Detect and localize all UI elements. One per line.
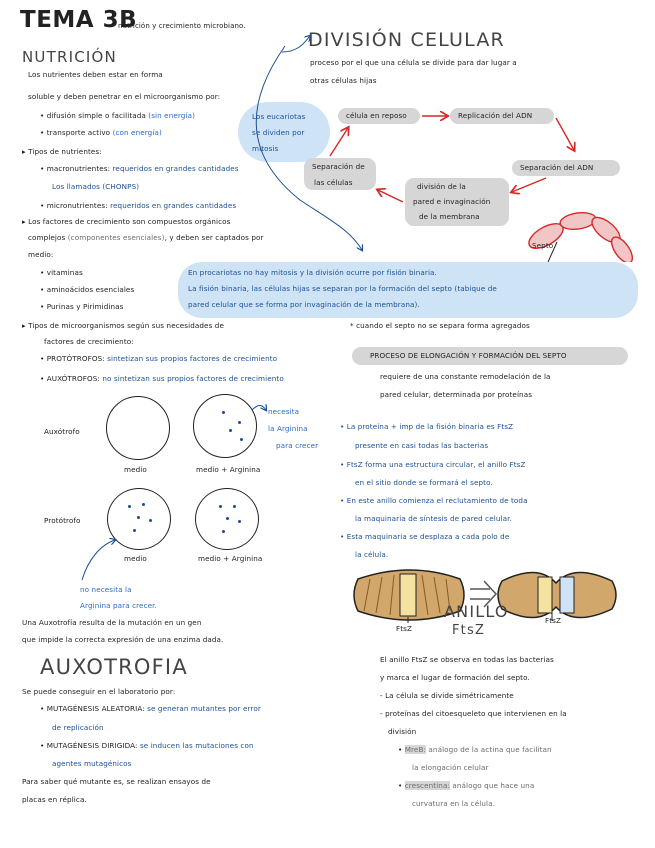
text-line: requiere de una constante remodelación de la bbox=[380, 372, 551, 381]
text-line: medio: bbox=[28, 250, 54, 259]
bullet-text: • difusión simple o facilitada bbox=[40, 111, 146, 120]
ftsz-point: • En este anillo comienza el reclutamiento de toda bbox=[340, 496, 528, 505]
bullet-note: se inducen las mutaciones con bbox=[139, 741, 254, 750]
circle-caption: medio + Arginina bbox=[198, 554, 263, 563]
text-part: pared celular, determinada por proteínas bbox=[380, 390, 533, 399]
crescentina-bullet: • crescentina: análogo que hace una bbox=[398, 781, 535, 790]
anillo-label: ANILLO bbox=[444, 602, 509, 621]
text-part: complejos bbox=[28, 233, 66, 242]
cycle-step-text: Separación de bbox=[312, 162, 365, 171]
bullet-note: requeridos en grandes cantidades bbox=[110, 201, 237, 210]
bullet: • aminoácidos esenciales bbox=[40, 285, 135, 294]
circle-caption: medio bbox=[124, 465, 147, 474]
septo-cell-chain bbox=[528, 206, 638, 262]
ftsz-label: FtsZ bbox=[396, 624, 413, 633]
elongacion-title: PROCESO DE ELONGACIÓN Y FORMACIÓN DEL SEPTO bbox=[370, 351, 567, 360]
text-line: Se puede conseguir en el laboratorio por: bbox=[22, 687, 176, 696]
auxotrofia-heading: AUXOTROFIA bbox=[40, 655, 188, 679]
cycle-step-text: división de la bbox=[417, 182, 466, 191]
bullet-text: • transporte activo bbox=[40, 128, 111, 137]
text-line: proceso por el que una célula se divide para dar lugar a bbox=[310, 58, 517, 67]
text-line: soluble y deben penetrar en el microorganismo por: bbox=[28, 92, 221, 101]
text-line: - proteínas del citoesqueleto que intervienen en la bbox=[380, 709, 567, 718]
text-line: ▸ Tipos de microorganismos según sus necesidades de bbox=[22, 321, 224, 330]
bullet-text: • macronutrientes: bbox=[40, 164, 111, 173]
necesita-note: para crecer bbox=[276, 441, 319, 450]
text-line: la elongación celular bbox=[412, 763, 489, 772]
text-line: curvatura en la célula. bbox=[412, 799, 495, 808]
ftsz-label: FtsZ bbox=[545, 616, 562, 625]
guide-arrow bbox=[282, 36, 310, 52]
guide-arrow bbox=[82, 540, 115, 580]
procariotas-text: En procariotas no hay mitosis y la división ocurre por fisión binaria. bbox=[188, 268, 437, 277]
cycle-arrow bbox=[330, 128, 348, 156]
text-line: Una Auxotrofía resulta de la mutación en un gen bbox=[22, 618, 202, 627]
bubble-text: se dividen por bbox=[252, 128, 305, 137]
ftsz-point: la célula. bbox=[355, 550, 389, 559]
bullet-text: • MUTAGÉNESIS ALEATORIA: bbox=[40, 704, 145, 713]
text-line: que impide la correcta expresión de una enzima dada. bbox=[22, 635, 224, 644]
cycle-step-text: célula en reposo bbox=[346, 111, 407, 120]
bubble-text: Los eucariotas bbox=[252, 112, 306, 121]
ftsz-point: • FtsZ forma una estructura circular, el anillo FtsZ bbox=[340, 460, 526, 469]
ftsz-point: en el sitio donde se formará el septo. bbox=[355, 478, 493, 487]
page-title: TEMA 3B bbox=[20, 7, 138, 33]
text-line: placas en réplica. bbox=[22, 795, 87, 804]
text-line: ▸ Tipos de nutrientes: bbox=[22, 147, 102, 156]
mreb-bullet: • MreB: análogo de la actina que facilitan bbox=[398, 745, 552, 754]
ftsz-point: • La proteína + imp de la fisión binaria es FtsZ bbox=[340, 422, 514, 431]
prototrofo-label: Protótrofo bbox=[44, 516, 81, 525]
nutricion-heading: NUTRICIÓN bbox=[22, 48, 117, 66]
procariotas-text: La fisión binaria, las células hijas se separan por la formación del septo (tabique de bbox=[188, 284, 497, 293]
bullet-note: (sin energía) bbox=[148, 111, 195, 120]
necesita-note: la Arginina bbox=[268, 424, 308, 433]
circle-caption: medio + Arginina bbox=[196, 465, 261, 474]
agregados-note: * cuando el septo no se separa forma agregados bbox=[350, 321, 530, 330]
no-necesita-note: no necesita la bbox=[80, 585, 132, 594]
text-line: y marca el lugar de formación del septo. bbox=[380, 673, 530, 682]
text-line: - La célula se divide simétricamente bbox=[380, 691, 514, 700]
bullet-note: se generan mutantes por error bbox=[147, 704, 261, 713]
text-note: (componentes esenciales) bbox=[67, 233, 165, 242]
text-line: de replicación bbox=[52, 723, 104, 732]
text-line: Los llamados (CHONPS) bbox=[52, 182, 140, 191]
text-part: , y deben ser captados por bbox=[164, 233, 264, 242]
bullet-text: • MUTAGÉNESIS DIRIGIDA: bbox=[40, 741, 138, 750]
text-line: otras células hijas bbox=[310, 76, 377, 85]
protein-desc: análogo de la actina que facilitan bbox=[428, 745, 552, 754]
text-line: división bbox=[388, 727, 417, 736]
cycle-step-text: pared e invaginación bbox=[413, 197, 491, 206]
cycle-step-text: Separación del ADN bbox=[520, 163, 594, 172]
division-heading: DIVISIÓN CELULAR bbox=[308, 29, 505, 51]
septo-label: Septo bbox=[532, 241, 554, 250]
page-subtitle: nutrición y crecimiento microbiano. bbox=[118, 22, 246, 30]
bullet-text: • micronutrientes: bbox=[40, 201, 108, 210]
cycle-step-text: de la membrana bbox=[419, 212, 480, 221]
text-line: Para saber qué mutante es, se realizan ensayos de bbox=[22, 777, 211, 786]
bullet-note: sintetizan sus propios factores de crecimiento bbox=[107, 354, 278, 363]
ftsz-point: presente en casi todas las bacterias bbox=[355, 441, 489, 450]
text-line: El anillo FtsZ se observa en todas las bacterias bbox=[380, 655, 554, 664]
cycle-step-text: las células bbox=[314, 178, 353, 187]
text-line: ▸ Los factores de crecimiento son compuestos orgánicos bbox=[22, 217, 231, 226]
cycle-arrow bbox=[512, 178, 546, 192]
cycle-arrow bbox=[556, 118, 574, 150]
no-necesita-note: Arginina para crecer. bbox=[80, 601, 157, 610]
bullet-note: (con energía) bbox=[112, 128, 162, 137]
text-line: Los nutrientes deben estar en forma bbox=[28, 70, 163, 79]
protein-name: crescentina: bbox=[404, 781, 450, 790]
text-line: factores de crecimiento: bbox=[44, 337, 134, 346]
protein-desc: análogo que hace una bbox=[452, 781, 535, 790]
guide-arrow bbox=[252, 406, 266, 411]
necesita-note: necesita bbox=[268, 407, 300, 416]
bullet-note: no sintetizan sus propios factores de crecimiento bbox=[102, 374, 284, 383]
cycle-step-text: Replicación del ADN bbox=[458, 111, 533, 120]
anillo-label: FtsZ bbox=[452, 623, 486, 638]
bullet: • Purinas y Pirimidinas bbox=[40, 302, 124, 311]
ftsz-point: la maquinaria de síntesis de pared celular. bbox=[355, 514, 512, 523]
bubble-text: mitosis bbox=[252, 144, 279, 153]
auxotrofo-label: Auxótrofo bbox=[44, 427, 80, 436]
circle-caption: medio bbox=[124, 554, 147, 563]
text-line bbox=[380, 390, 532, 400]
procariotas-text: pared celular que se forma por invaginación de la membrana). bbox=[188, 300, 420, 309]
bullet: • vitaminas bbox=[40, 268, 83, 277]
text-line: agentes mutagénicos bbox=[52, 759, 132, 768]
bullet-note: requeridos en grandes cantidades bbox=[112, 164, 239, 173]
bullet-text: • PROTÓTROFOS: bbox=[40, 354, 105, 363]
guide-arrow bbox=[256, 46, 362, 250]
cycle-arrow bbox=[378, 190, 403, 202]
ftsz-point: • Esta maquinaria se desplaza a cada polo de bbox=[340, 532, 510, 541]
bullet-text: • AUXÓTROFOS: bbox=[40, 374, 100, 383]
protein-name: MreB: bbox=[404, 745, 427, 754]
